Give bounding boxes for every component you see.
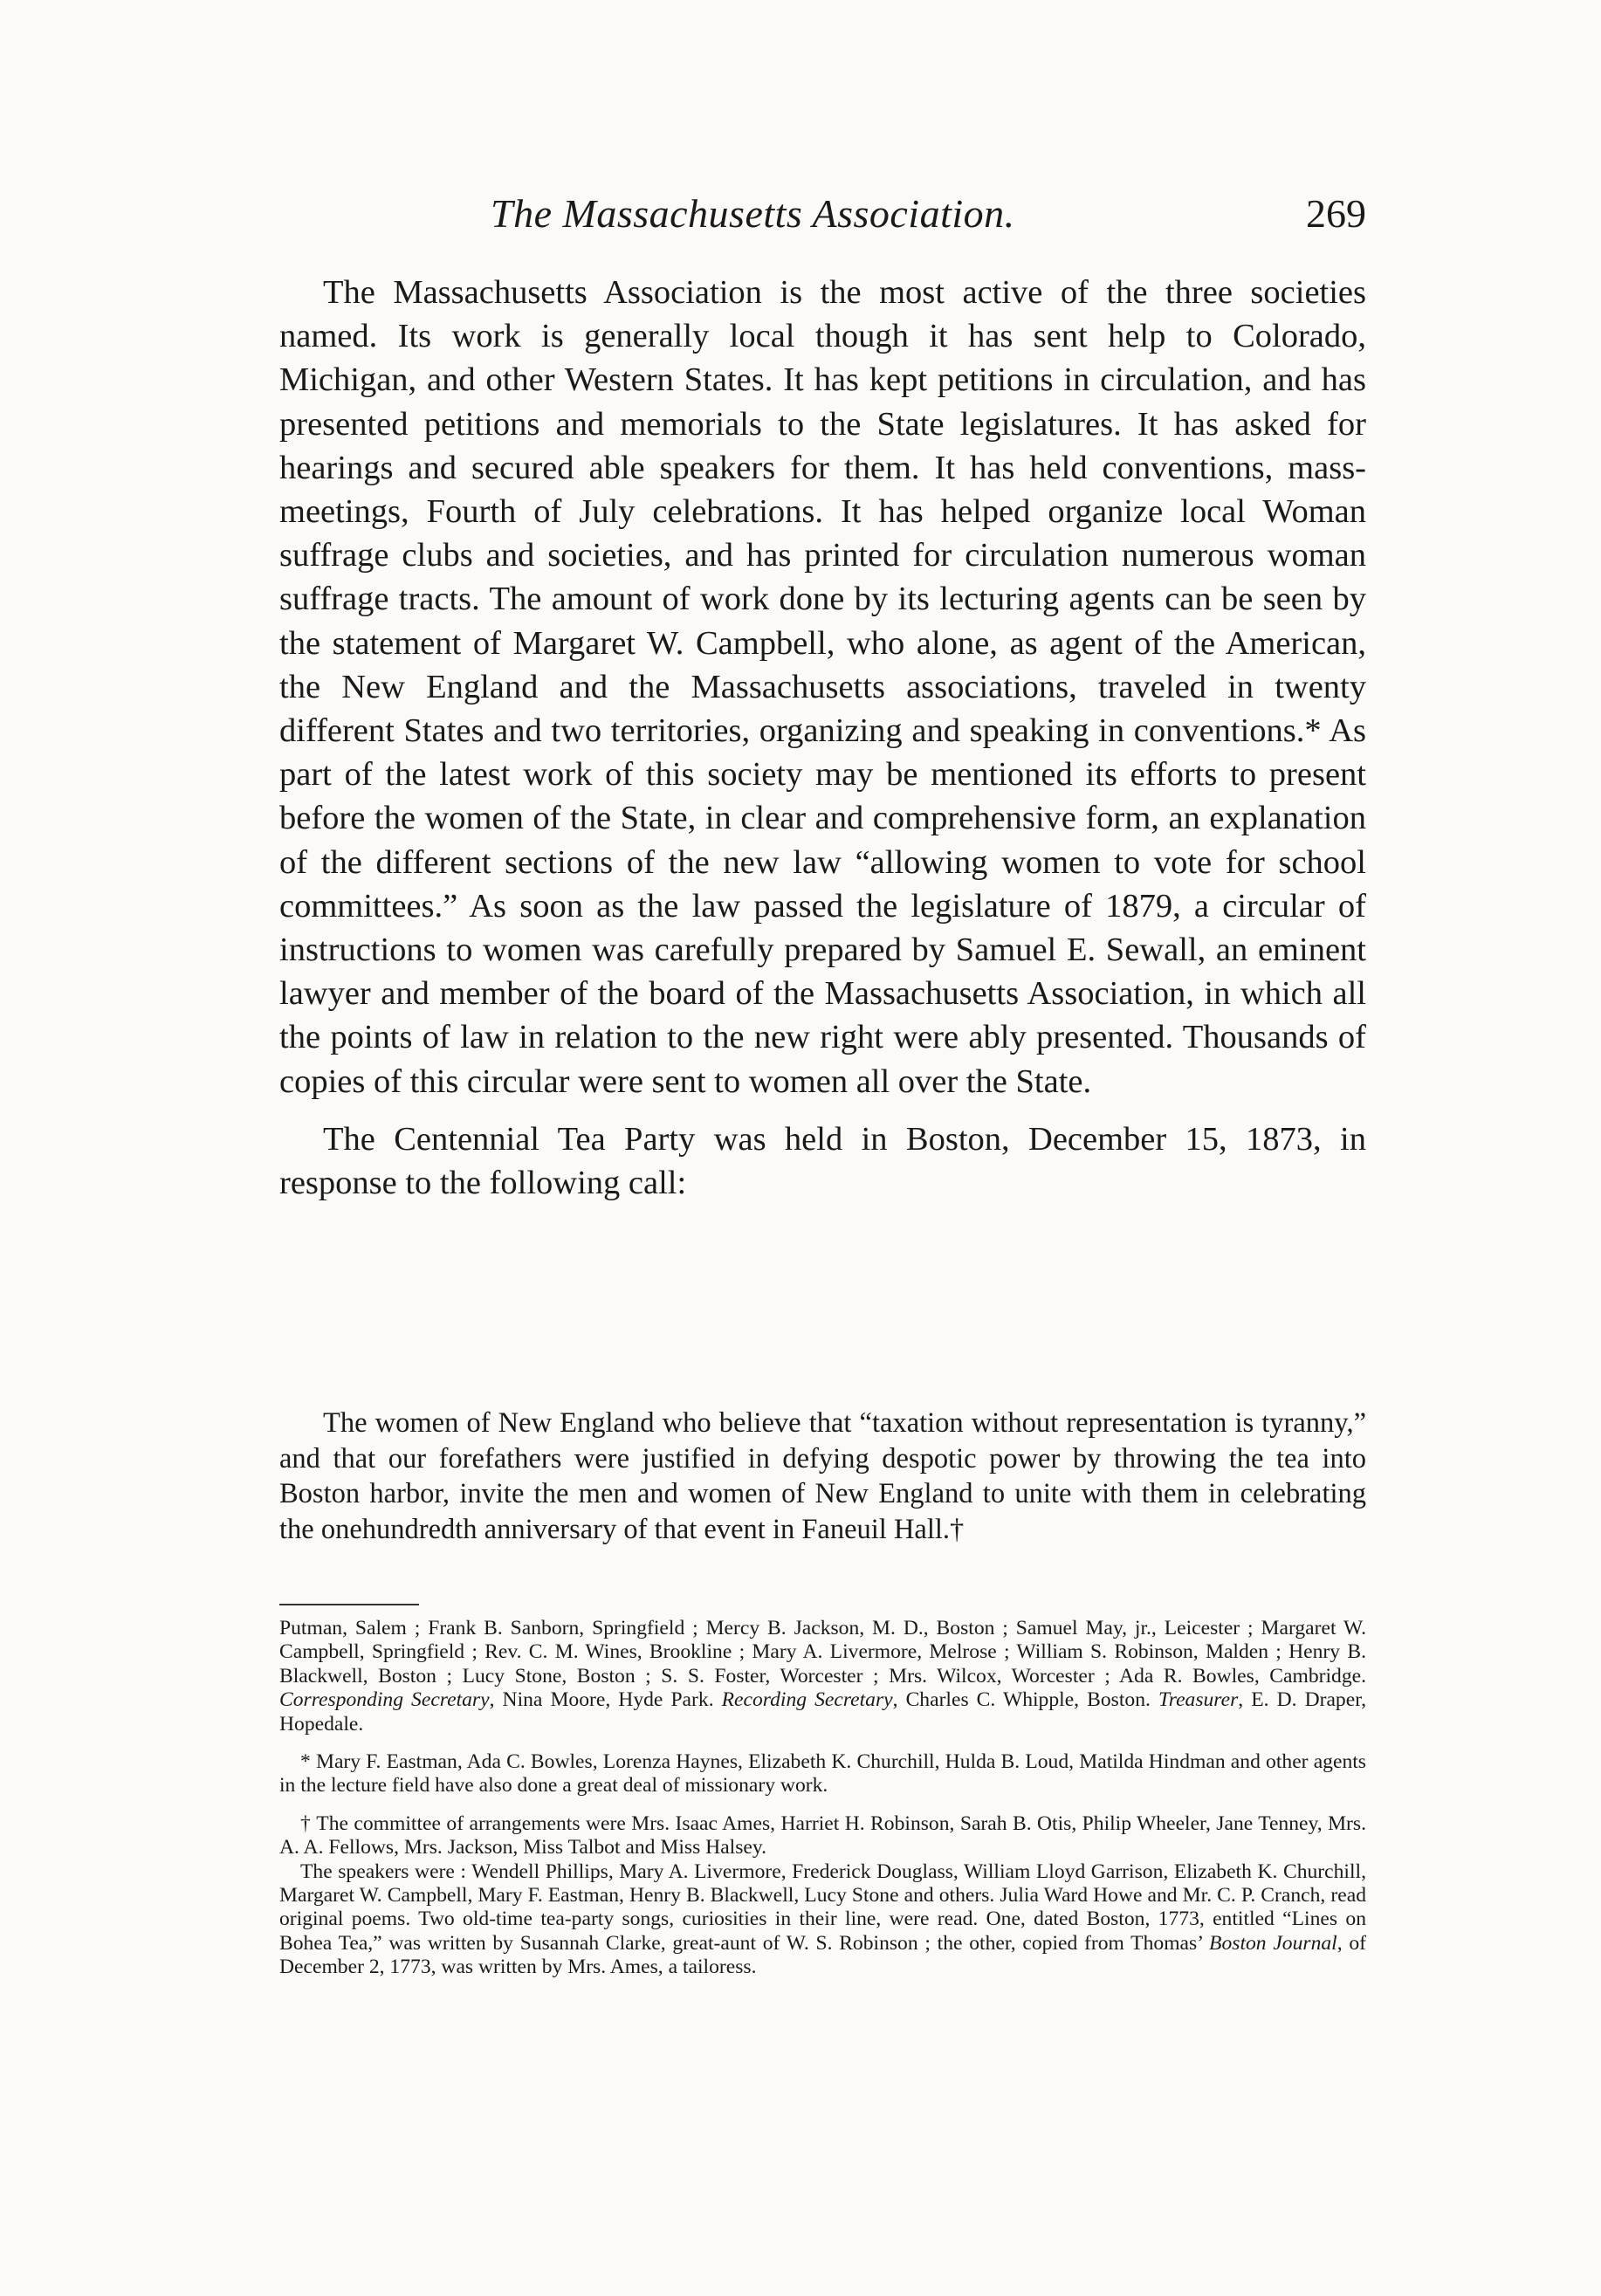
footnote-continued-text-2: , Nina Moore, Hyde Park.	[489, 1688, 722, 1712]
footnote-speakers-text-1: The speakers were : Wendell Phillips, Mary A. Livermore, Frederick Douglass, William Lloyd Garrison, Elizabeth K. Churchill, Margaret W. Campbell, Mary F. Eastman, Henry B. Blackwell, Lucy Stone and others. Julia Ward Howe and Mr. C. P. Cranch, read original poems. Two old-time tea-party songs, curiosities in their line, were read. One, dated Boston, 1773, entitled “Lines on Bohea Tea,” was written by Susannah Clarke, great-aunt of W. S. Robinson ; the other, copied from Thomas’	[279, 1859, 1366, 1955]
footnote-asterisk: * Mary F. Eastman, Ada C. Bowles, Lorenza Haynes, Elizabeth K. Churchill, Hulda B. Loud, Matilda Hindman and other agents in the lecture field have also done a great deal of missionary work.	[279, 1750, 1366, 1798]
running-title: The Massachusetts Association.	[491, 191, 1015, 236]
footnote-dagger: † The committee of arrangements were Mrs. Isaac Ames, Harriet H. Robinson, Sarah B. Otis, Philip Wheeler, Jane Tenney, Mrs. A. A. Fellows, Mrs. Jackson, Miss Talbot and Miss Halsey.	[279, 1811, 1366, 1859]
footnote-divider	[279, 1604, 419, 1605]
footnote-speakers	[279, 1860, 1366, 1980]
footnote-continued-text-1: Putman, Salem ; Frank B. Sanborn, Springfield ; Mercy B. Jackson, M. D., Boston ; Samuel May, jr., Leicester ; Margaret W. Campbell, Springfield ; Rev. C. M. Wines, Brookline ; Mary A. Livermore, Melrose ; William S. Robinson, Malden ; Henry B. Blackwell, Boston ; Lucy Stone, Boston ; S. S. Foster, Worcester ; Mrs. Wilcox, Worcester ; Ada R. Bowles, Cambridge.	[279, 1617, 1366, 1688]
footnote-continued-text-3: , Charles C. Whipple, Boston.	[892, 1688, 1158, 1712]
footnote-label-treasurer: Treasurer	[1158, 1688, 1239, 1712]
body-text	[279, 271, 1366, 1205]
paragraph-association-activities: The Massachusetts Association is the most active of the three societies named. Its work is generally local though it has sent help to Colorado, Michigan, and other Western States. It has kept petitions in circulation, and has presented petitions and memorials to the State legislatures. It has asked for hearings and secured able speakers for them. It has held conventions, mass-meetings, Fourth of July celebrations. It has helped organize local Woman suffrage clubs and societies, and has printed for circulation numerous woman suffrage tracts. The amount of work done by its lecturing agents can be seen by the statement of Margaret W. Campbell, who alone, as agent of the American, the New England and the Massachusetts associations, traveled in twenty different States and two territories, organizing and speaking in conventions.* As part of the latest work of this society may be mentioned its efforts to present before the women of the State, in clear and comprehensive form, an explanation of the different sections of the new law “allowing women to vote for school committees.” As soon as the law passed the legislature of 1879, a circular of instructions to women was carefully prepared by Samuel E. Sewall, an eminent lawyer and member of the board of the Massachusetts Association, in which all the points of law in relation to the new right were ably presented. Thousands of copies of this circular were sent to women all over the State.	[279, 274, 1366, 1100]
page-header	[279, 190, 1366, 251]
page-number: 269	[1306, 191, 1366, 236]
footnote-journal-title: Boston Journal	[1209, 1931, 1337, 1955]
footnote-continued	[279, 1617, 1366, 1736]
footnotes	[279, 1617, 1366, 1980]
footnote-speakers-text-2: , of December 2, 1773, was written by Mrs. Ames, a tailoress.	[279, 1931, 1367, 1979]
tea-party-call-quote: The women of New England who believe that “taxation without representation is tyranny,” and that our forefathers were justified in defying despotic power by throwing the tea into Boston harbor, invite the men and women of New England to unite with them in celebrating the onehundredth anniversary of that event in Faneuil Hall.†	[279, 1407, 1366, 1545]
footnote-continued-text-4: , E. D. Draper, Hopedale.	[279, 1688, 1367, 1736]
footnote-label-recording-secretary: Recording Secretary	[721, 1688, 893, 1712]
footnote-label-corresponding-secretary: Corresponding Secretary	[279, 1688, 490, 1712]
paragraph-tea-party: The Centennial Tea Party was held in Boston, December 15, 1873, in response to the following call:	[279, 1120, 1366, 1202]
